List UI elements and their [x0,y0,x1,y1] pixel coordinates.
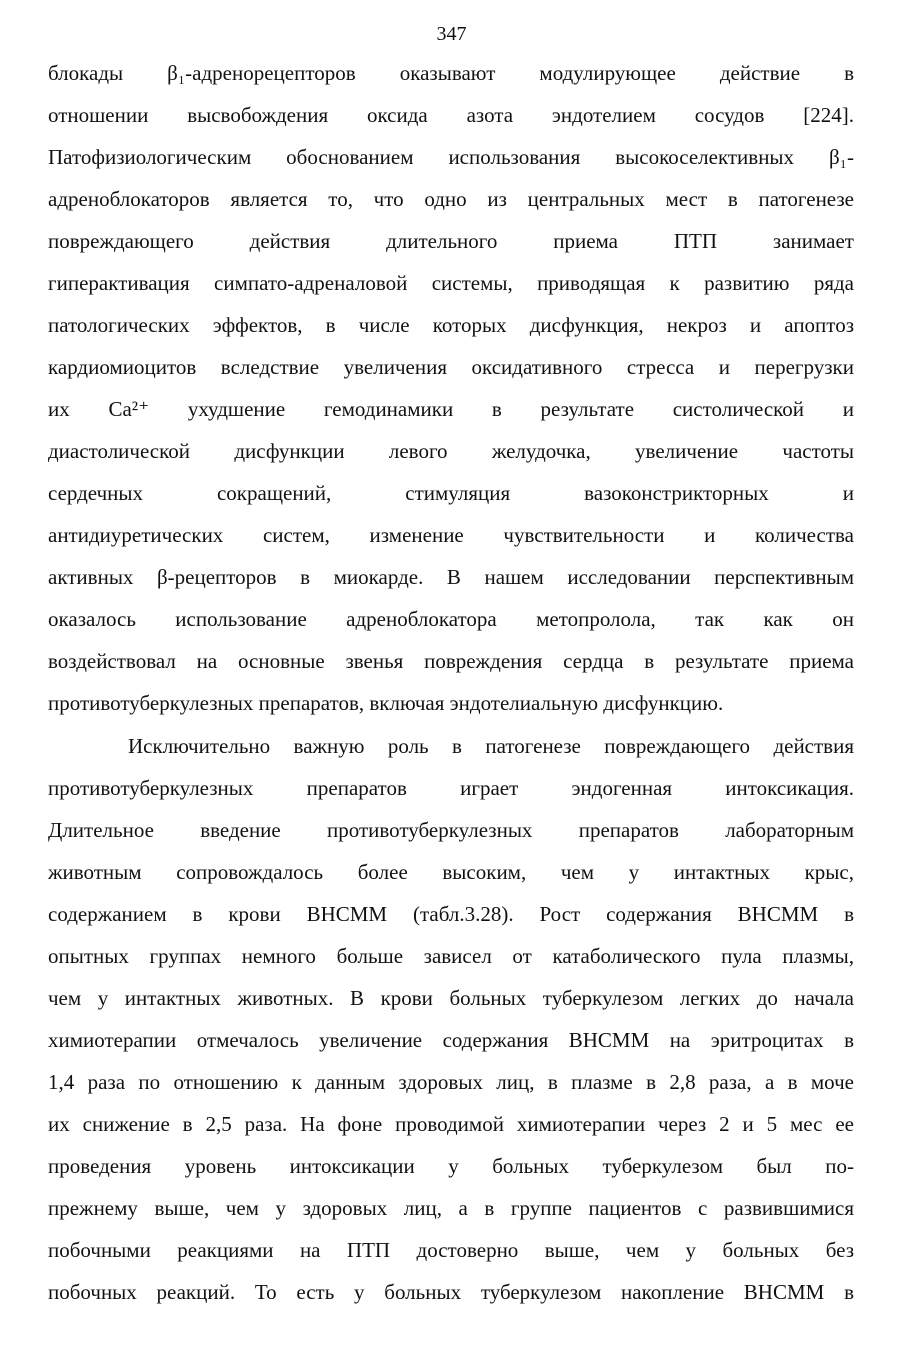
text-line: воздействовал на основные звенья повреждения сердца в результате приема [48,649,854,673]
text-line: повреждающего действия длительного приема ПТП занимает [48,229,854,253]
text-line: оказалось использование адреноблокатора метопролола, так как он [48,607,854,631]
text-line: опытных группах немного больше зависел от катаболического пула плазмы, [48,944,854,968]
text-line: блокады β₁-адренорецепторов оказывают модулирующее действие в [48,61,854,85]
text-line: проведения уровень интоксикации у больных туберкулезом был по- [48,1154,854,1178]
text-line: антидиуретических систем, изменение чувствительности и количества [48,523,854,547]
text-line: Патофизиологическим обоснованием использования высокоселективных β₁- [48,145,854,169]
text-line: патологических эффектов, в числе которых дисфункция, некроз и апоптоз [48,313,854,337]
text-line: химиотерапии отмечалось увеличение содержания ВНСММ на эритроцитах в [48,1028,854,1052]
text-line: их Ca²⁺ ухудшение гемодинамики в результате систолической и [48,397,854,421]
page-number: 347 [436,23,467,45]
text-line: Длительное введение противотуберкулезных препаратов лабораторным [48,818,854,842]
text-line: содержанием в крови ВНСММ (табл.3.28). Рост содержания ВНСММ в [48,902,854,926]
text-line: отношении высвобождения оксида азота эндотелием сосудов [224]. [48,103,854,127]
text-line: адреноблокаторов является то, что одно из центральных мест в патогенезе [48,187,854,211]
text-line: диастолической дисфункции левого желудочка, увеличение частоты [48,439,854,463]
text-line: гиперактивация симпато-адреналовой системы, приводящая к развитию ряда [48,271,854,295]
text-line: их снижение в 2,5 раза. На фоне проводимой химиотерапии через 2 и 5 мес ее [48,1112,854,1136]
text-line: прежнему выше, чем у здоровых лиц, а в группе пациентов с развившимися [48,1196,854,1220]
text-line: животным сопровождалось более высоким, чем у интактных крыс, [48,860,854,884]
text-line: активных β-рецепторов в миокарде. В нашем исследовании перспективным [48,565,854,589]
text-line: побочными реакциями на ПТП достоверно выше, чем у больных без [48,1238,854,1262]
text-line: чем у интактных животных. В крови больных туберкулезом легких до начала [48,986,854,1010]
text-line: кардиомиоцитов вследствие увеличения оксидативного стресса и перегрузки [48,355,854,379]
text-line: сердечных сокращений, стимуляция вазоконстрикторных и [48,481,854,505]
paragraph-first-line: Исключительно важную роль в патогенезе повреждающего действия [128,734,854,758]
text-line: противотуберкулезных препаратов, включая эндотелиальную дисфункцию. [48,691,724,715]
text-line: побочных реакций. То есть у больных туберкулезом накопление ВНСММ в [48,1280,854,1304]
text-line: 1,4 раза по отношению к данным здоровых лиц, в плазме в 2,8 раза, а в моче [48,1070,854,1094]
text-line: противотуберкулезных препаратов играет эндогенная интоксикация. [48,776,854,800]
